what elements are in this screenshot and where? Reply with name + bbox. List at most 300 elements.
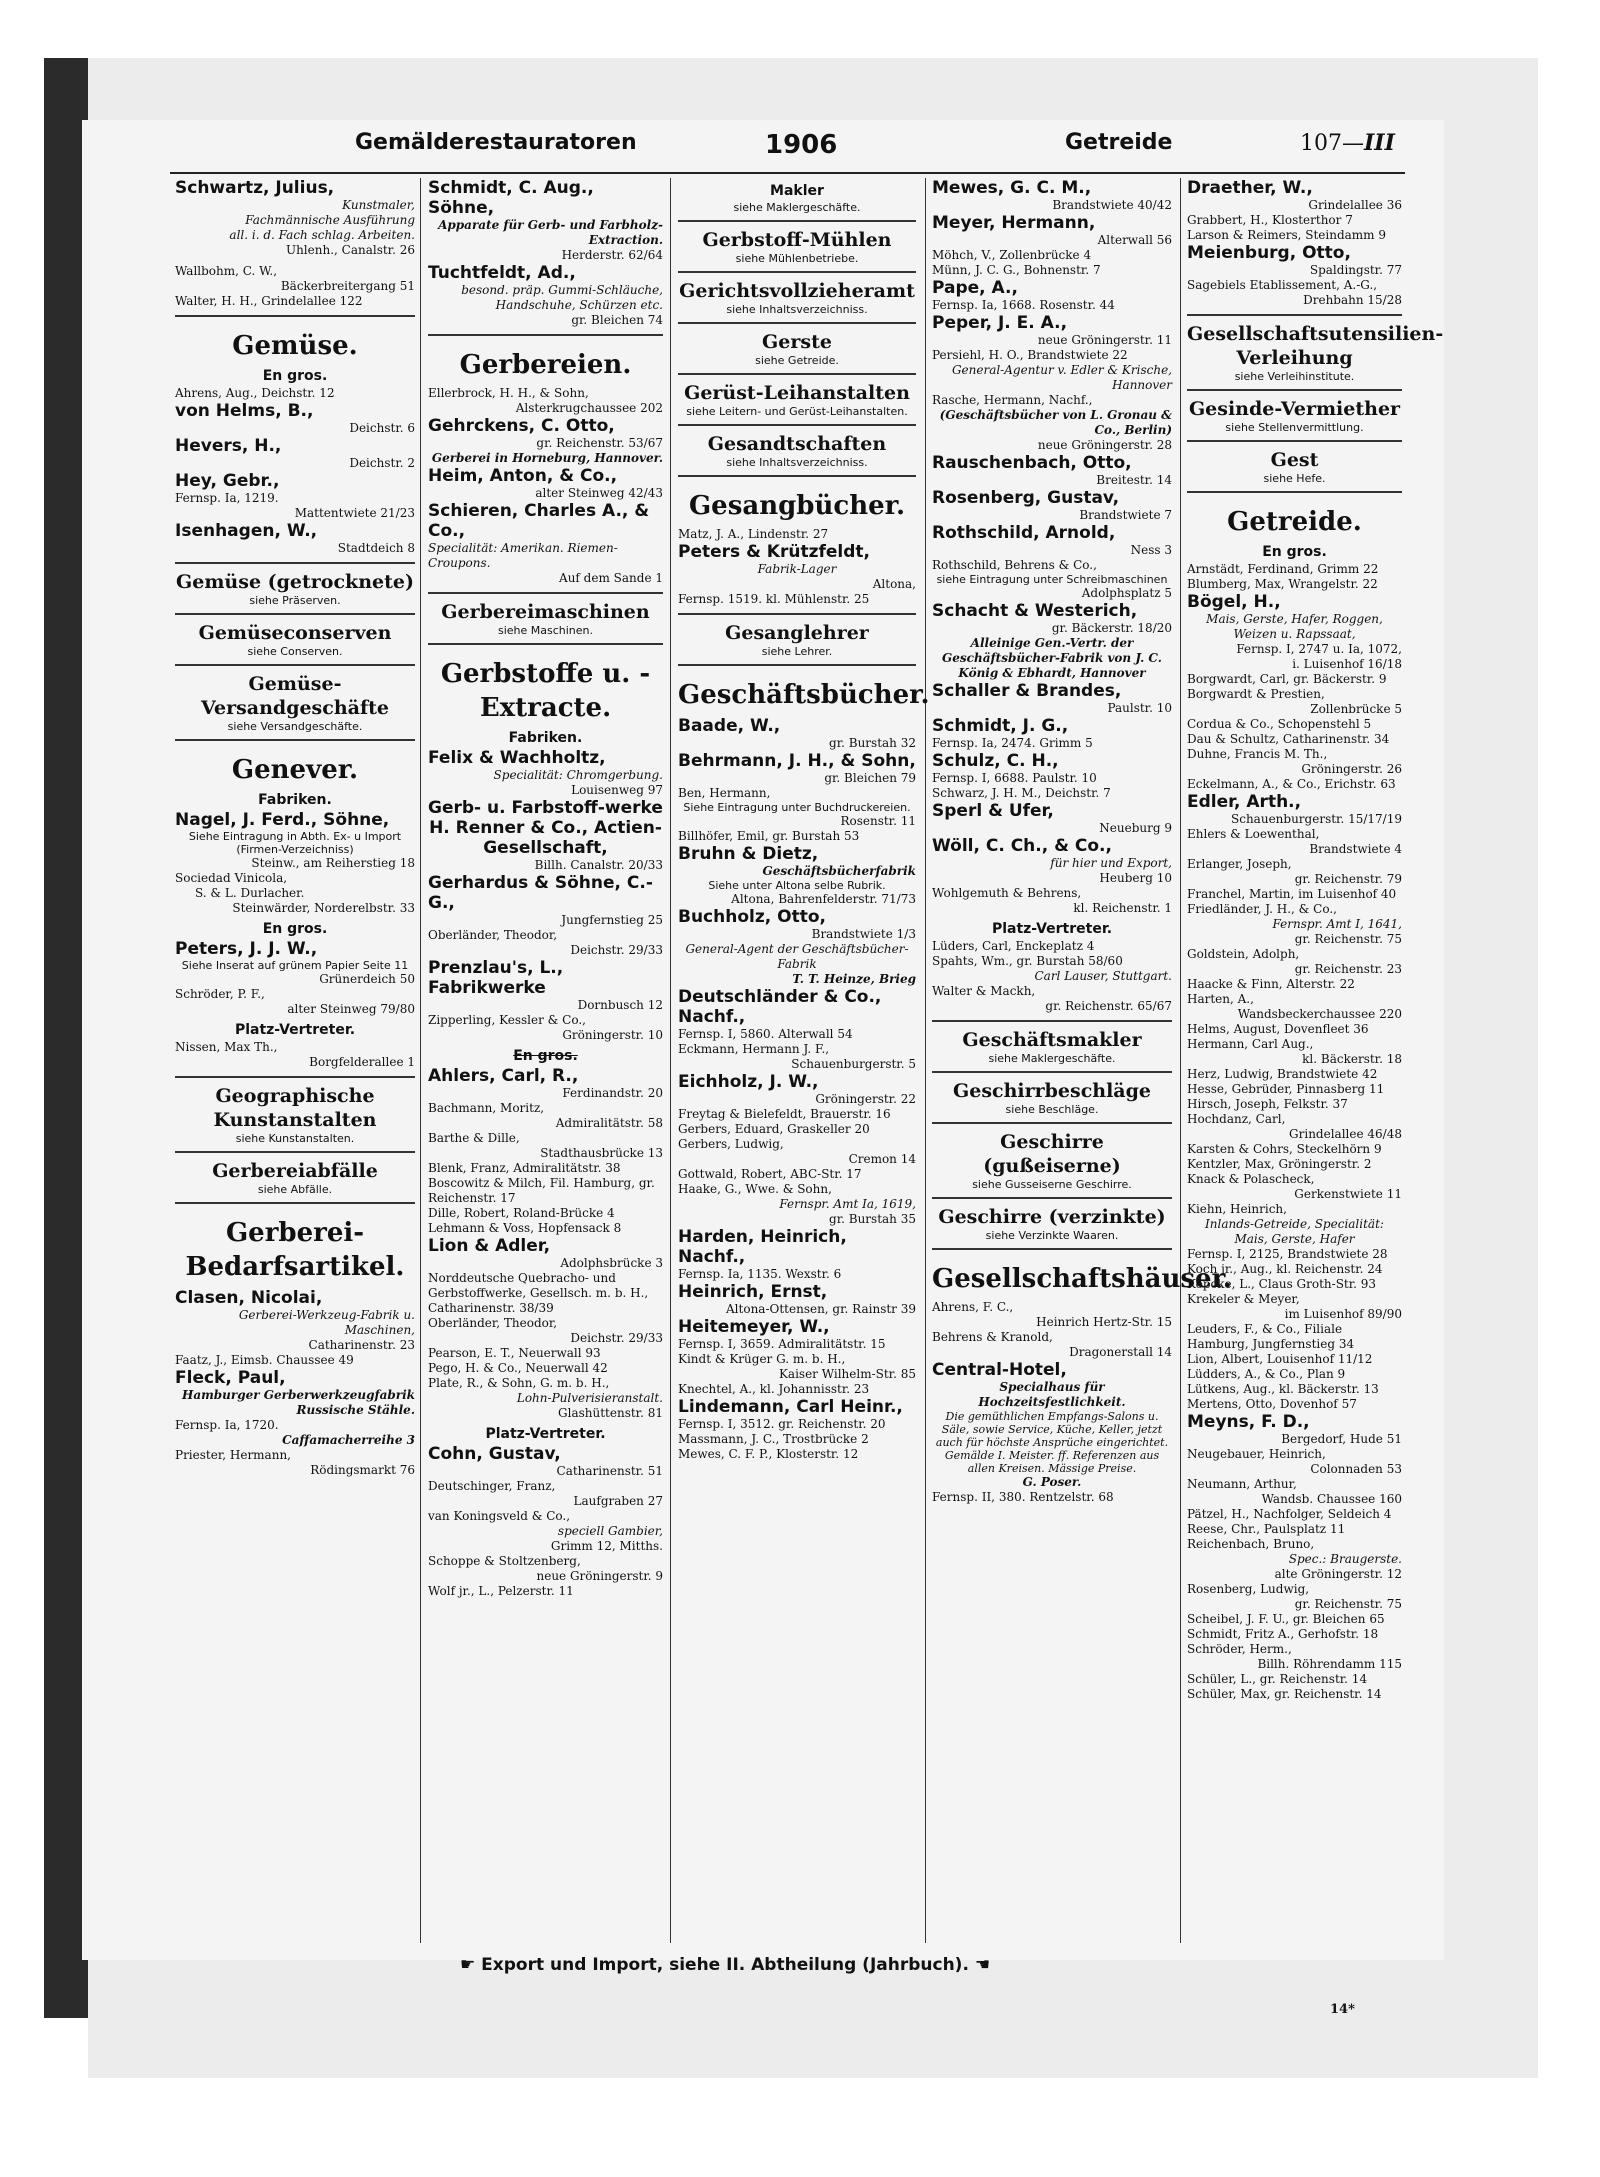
- entry-line: gr. Burstah 32: [829, 736, 916, 750]
- section-title: Gesangbücher.: [688, 491, 906, 521]
- entry-line: Arnstädt, Ferdinand, Grimm 22: [1187, 562, 1379, 576]
- entry-line: Schröder, Herm.,: [1187, 1642, 1292, 1656]
- entry-line: Priester, Hermann,: [175, 1448, 291, 1462]
- entry-name: Harden, Heinrich, Nachf.,: [678, 1227, 847, 1267]
- section-title: Geschirre (gußeiserne): [983, 1131, 1121, 1177]
- entry-line: Die gemüthlichen Empfangs-Salons u. Säle, sowie Service, Küche, Keller, jetzt auch für höchste Ansprüche eingerichtet. Gemälde I. Meister. ff. Referenzen aus allen Kreisen. Mässige Preise.: [935, 1410, 1169, 1475]
- entry-line: Siehe Inserat auf grünem Papier Seite 11: [181, 959, 409, 972]
- entry-line: Drehbahn 15/28: [1303, 293, 1402, 307]
- entry-line: Laufgraben 27: [573, 1494, 663, 1508]
- entry-line: Fernspr. Amt I, 1641,: [1272, 917, 1402, 931]
- section-title: Gerbereien.: [459, 350, 632, 380]
- section-rule: [1187, 491, 1402, 493]
- entry-line: Norddeutsche Quebracho- und Gerbstoffwerke, Gesellsch. m. b. H., Catharinenstr. 38/39: [428, 1271, 649, 1315]
- section-rule: [678, 664, 916, 666]
- header-page-number: [1300, 130, 1395, 156]
- entry-line: Heuberg 10: [1099, 871, 1172, 885]
- entry-name: Schacht & Westerich,: [932, 601, 1138, 621]
- entry-name: Lindemann, Carl Heinr.,: [678, 1397, 903, 1417]
- entry-line: Gröningerstr. 26: [1301, 762, 1402, 776]
- entry-line: Gröningerstr. 22: [815, 1092, 916, 1106]
- entry-name: Schmidt, J. G.,: [932, 716, 1069, 736]
- entry-line: Blenk, Franz, Admiralitätstr. 38: [428, 1161, 621, 1175]
- entry-line: Lehmann & Voss, Hopfensack 8: [428, 1221, 622, 1235]
- entry-name: Tuchtfeldt, Ad.,: [428, 263, 576, 283]
- entry-line: Deichstr. 6: [349, 421, 415, 435]
- entry-name: Schulz, C. H.,: [932, 751, 1059, 771]
- entry-name: Nagel, J. Ferd., Söhne,: [175, 810, 390, 830]
- page-number: 14*: [1330, 2002, 1355, 2017]
- entry-line: Wolf jr., L., Pelzerstr. 11: [428, 1584, 574, 1598]
- entry-name: Cohn, Gustav,: [428, 1444, 561, 1464]
- see-reference: siehe Kunstanstalten.: [235, 1132, 355, 1145]
- entry-line: Kentzler, Max, Gröningerstr. 2: [1187, 1157, 1372, 1171]
- entry-line: Alsterkrugchaussee 202: [515, 401, 663, 415]
- entry-line: Ellerbrock, H. H., & Sohn,: [428, 386, 589, 400]
- page-header: [355, 130, 1405, 170]
- entry-line: Rödingsmarkt 76: [310, 1463, 415, 1477]
- entry-line: Hesse, Gebrüder, Pinnasberg 11: [1187, 1082, 1385, 1096]
- section-rule: [678, 322, 916, 324]
- see-reference: siehe Lehrer.: [761, 645, 833, 658]
- see-reference: siehe Maschinen.: [497, 624, 594, 637]
- entry-line: Plate, R., & Sohn, G. m. b. H.,: [428, 1376, 610, 1390]
- section-title: Gesellschaftsutensilien-Verleihung: [1187, 323, 1444, 369]
- section-rule: [932, 1248, 1172, 1250]
- entry-line: Pearson, E. T., Neuerwall 93: [428, 1346, 601, 1360]
- entry-name: Edler, Arth.,: [1187, 792, 1302, 812]
- entry-line: Fernsp. I, 2747 u. Ia, 1072,: [1236, 642, 1402, 656]
- entry-line: Münn, J. C. G., Bohnenstr. 7: [932, 263, 1101, 277]
- directory-columns: [170, 178, 1444, 1943]
- entry-name: Eichholz, J. W.,: [678, 1072, 819, 1092]
- entry-line: Catharinenstr. 51: [556, 1464, 663, 1478]
- entry-line: Friedländer, J. H., & Co.,: [1187, 902, 1337, 916]
- section-rule: [175, 1076, 415, 1078]
- entry-line: Borgwardt & Prestien,: [1187, 687, 1325, 701]
- entry-line: Köpcke, L., Claus Groth-Str. 93: [1187, 1277, 1377, 1291]
- entry-line: Duhne, Francis M. Th.,: [1187, 747, 1328, 761]
- entry-line: Dau & Schultz, Catharinenstr. 34: [1187, 732, 1390, 746]
- entry-line: G. Poser.: [1022, 1475, 1082, 1489]
- section-title: Gerberei-Bedarfsartikel.: [185, 1218, 405, 1282]
- header-left-keyword: Gemälderestauratoren: [355, 130, 637, 155]
- entry-line: Fernsp. I, 6688. Paulstr. 10: [932, 771, 1097, 785]
- footer-note: [460, 1955, 990, 1975]
- see-reference: siehe Versandgeschäfte.: [227, 720, 363, 733]
- see-reference: siehe Stellenvermittlung.: [1225, 421, 1364, 434]
- entry-line: T. T. Heinze, Brieg: [792, 972, 916, 986]
- entry-line: gr. Reichenstr. 75: [1294, 932, 1402, 946]
- see-reference: siehe Leitern- und Gerüst-Leihanstalten.: [686, 405, 908, 418]
- entry-line: Rothschild, Behrens & Co.,: [932, 558, 1097, 572]
- entry-name: Hey, Gebr.,: [175, 471, 280, 491]
- entry-name: Meyer, Hermann,: [932, 213, 1096, 233]
- entry-name: Gerhardus & Söhne, C.-G.,: [428, 873, 653, 913]
- section-rule: [175, 664, 415, 666]
- column-1: [175, 178, 415, 1943]
- entry-line: Fernspr. Amt Ia, 1619,: [779, 1197, 916, 1211]
- entry-line: Herz, Ludwig, Brandstwiete 42: [1187, 1067, 1378, 1081]
- entry-name: Mewes, G. C. M.,: [932, 178, 1092, 198]
- entry-name: Rothschild, Arnold,: [932, 523, 1116, 543]
- entry-name: Fleck, Paul,: [175, 1368, 286, 1388]
- entry-line: Siehe Eintragung in Abth. Ex- u Import (Firmen-Verzeichniss): [188, 830, 402, 856]
- entry-name: Prenzlau's, L., Fabrikwerke: [428, 958, 564, 998]
- entry-line: Mertens, Otto, Dovenhof 57: [1187, 1397, 1357, 1411]
- entry-line: Adolphsplatz 5: [1081, 586, 1172, 600]
- section-title: Gerste: [762, 331, 832, 353]
- entry-line: alter Steinweg 79/80: [287, 1002, 415, 1016]
- entry-line: Auf dem Sande 1: [559, 571, 663, 585]
- entry-line: Altona,: [872, 577, 916, 591]
- section-title: Getreide.: [1227, 507, 1362, 537]
- entry-line: Pego, H. & Co., Neuerwall 42: [428, 1361, 608, 1375]
- entry-line: Lion, Albert, Louisenhof 11/12: [1187, 1352, 1373, 1366]
- entry-line: Ferdinandstr. 20: [562, 1086, 663, 1100]
- see-reference: siehe Verleihinstitute.: [1234, 370, 1355, 383]
- entry-line: Fernsp. Ia, 2474. Grimm 5: [932, 736, 1093, 750]
- entry-line: Lüdders, A., & Co., Plan 9: [1187, 1367, 1346, 1381]
- entry-line: Walter & Mackh,: [932, 984, 1036, 998]
- entry-line: Oberländer, Theodor,: [428, 1316, 558, 1330]
- entry-line: Caffamacherreihe 3: [282, 1433, 415, 1447]
- entry-line: Mattentwiete 21/23: [294, 506, 415, 520]
- entry-line: Uhlenh., Canalstr. 26: [285, 243, 415, 257]
- see-reference: siehe Gusseiserne Geschirre.: [972, 1178, 1132, 1191]
- entry-line: Knechtel, A., kl. Johannisstr. 23: [678, 1382, 870, 1396]
- entry-line: Rosenberg, Ludwig,: [1187, 1582, 1310, 1596]
- entry-line: Pätzel, H., Nachfolger, Seldeich 4: [1187, 1507, 1392, 1521]
- entry-line: Gerbers, Ludwig,: [678, 1137, 784, 1151]
- entry-line: Fernsp. Ia, 1135. Wexstr. 6: [678, 1267, 842, 1281]
- entry-line: Dragonerstall 14: [1069, 1345, 1172, 1359]
- section-subhead: Fabriken.: [508, 730, 583, 746]
- header-rule: [170, 172, 1405, 174]
- entry-line: Zipperling, Kessler & Co.,: [428, 1013, 586, 1027]
- entry-name: Central-Hotel,: [932, 1360, 1067, 1380]
- section-title: Genever.: [231, 755, 359, 785]
- entry-line: Nissen, Max Th.,: [175, 1040, 278, 1054]
- entry-line: Spahts, Wm., gr. Burstah 58/60: [932, 954, 1123, 968]
- entry-line: Apparate für Gerb- und Farbholz-Extraction.: [438, 218, 663, 247]
- entry-line: Alleinige Gen.-Vertr. der Geschäftsbücher-Fabrik von J. C. König & Ebhardt, Hannover: [942, 636, 1162, 680]
- section-rule: [175, 315, 415, 317]
- entry-line: Altona, Bahrenfelderstr. 71/73: [731, 892, 916, 906]
- section-title: Gerbereiabfälle: [212, 1160, 378, 1182]
- entry-name: Meienburg, Otto,: [1187, 243, 1351, 263]
- entry-line: Borgfelderallee 1: [309, 1055, 415, 1069]
- see-reference: siehe Getreide.: [755, 354, 839, 367]
- section-title: Gemüse (getrocknete): [176, 571, 414, 593]
- see-reference: siehe Maklergeschäfte.: [733, 201, 861, 214]
- section-title: Gerbstoffe u. -Extracte.: [440, 659, 651, 723]
- section-rule: [1187, 314, 1402, 316]
- entry-line: alte Gröningerstr. 12: [1274, 1567, 1402, 1581]
- section-title: Gesanglehrer: [725, 622, 869, 644]
- entry-name: Hevers, H.,: [175, 436, 282, 456]
- entry-line: gr. Bleichen 79: [824, 771, 916, 785]
- entry-name: Rauschenbach, Otto,: [932, 453, 1132, 473]
- entry-name: Schwartz, Julius,: [175, 178, 335, 198]
- section-rule: [175, 1202, 415, 1204]
- entry-line: Grindelallee 36: [1308, 198, 1402, 212]
- entry-line: Eckmann, Hermann J. F.,: [678, 1042, 830, 1056]
- entry-name: Rosenberg, Gustav,: [932, 488, 1120, 508]
- entry-line: im Luisenhof 89/90: [1284, 1307, 1402, 1321]
- section-rule: [678, 373, 916, 375]
- entry-line: Hamburger Gerberwerkzeugfabrik: [181, 1388, 415, 1402]
- entry-line: Wandsbeckerchaussee 220: [1237, 1007, 1402, 1021]
- see-reference: siehe Verzinkte Waaren.: [985, 1229, 1119, 1242]
- section-rule: [428, 334, 663, 336]
- entry-line: Specialität: Amerikan. Riemen-Croupons.: [428, 541, 618, 570]
- entry-line: Rasche, Hermann, Nachf.,: [932, 393, 1093, 407]
- entry-line: Russische Stähle.: [296, 1403, 415, 1417]
- entry-line: General-Agent der Geschäftsbücher-Fabrik: [685, 942, 909, 971]
- entry-line: Karsten & Cohrs, Steckelhörn 9: [1187, 1142, 1382, 1156]
- entry-line: Mewes, C. F. P., Klosterstr. 12: [678, 1447, 859, 1461]
- entry-line: Brandstwiete 4: [1309, 842, 1402, 856]
- entry-line: Ben, Hermann,: [678, 786, 771, 800]
- entry-line: Reichenbach, Bruno,: [1187, 1537, 1315, 1551]
- header-right-keyword: Getreide: [1065, 130, 1173, 155]
- see-reference: siehe Hefe.: [1263, 472, 1326, 485]
- entry-line: gr. Bleichen 74: [571, 313, 663, 327]
- entry-line: Reese, Chr., Paulsplatz 11: [1187, 1522, 1346, 1536]
- entry-name: Bögel, H.,: [1187, 592, 1281, 612]
- entry-line: Specialität: Chromgerbung.: [493, 768, 663, 782]
- entry-line: Fernsp. II, 380. Rentzelstr. 68: [932, 1490, 1114, 1504]
- section-rule: [678, 271, 916, 273]
- entry-line: Harten, A.,: [1187, 992, 1254, 1006]
- see-reference: siehe Inhaltsverzeichniss.: [726, 456, 868, 469]
- entry-name: Isenhagen, W.,: [175, 521, 318, 541]
- entry-line: kl. Bäckerstr. 18: [1302, 1052, 1402, 1066]
- entry-line: Paulstr. 10: [1107, 701, 1172, 715]
- section-title: Gest: [1270, 449, 1319, 471]
- entry-line: Fernsp. Ia, 1668. Rosenstr. 44: [932, 298, 1115, 312]
- entry-line: Fernsp. 1519. kl. Mühlenstr. 25: [678, 592, 870, 606]
- entry-line: Fachmännische Ausführung: [245, 213, 415, 227]
- section-rule: [932, 1071, 1172, 1073]
- entry-line: Gerkenstwiete 11: [1294, 1187, 1402, 1201]
- entry-name: Felix & Wachholtz,: [428, 748, 606, 768]
- column-2: [428, 178, 663, 1943]
- section-subhead: Platz-Vertreter.: [485, 1426, 606, 1442]
- section-title: Gemüseconserven: [198, 622, 392, 644]
- entry-line: Schoppe & Stoltzenberg,: [428, 1554, 581, 1568]
- see-reference: siehe Maklergeschäfte.: [988, 1052, 1116, 1065]
- entry-line: Grimm 12, Mitths.: [550, 1539, 663, 1553]
- entry-line: Bergedorf, Hude 51: [1281, 1432, 1402, 1446]
- entry-line: Siehe unter Altona selbe Rubrik.: [708, 879, 886, 892]
- section-rule: [428, 643, 663, 645]
- entry-line: Admiralitätstr. 58: [555, 1116, 663, 1130]
- entry-line: Colonnaden 53: [1310, 1462, 1402, 1476]
- entry-name: Peper, J. E. A.,: [932, 313, 1068, 333]
- entry-line: Fabrik-Lager: [757, 562, 837, 576]
- entry-line: Neueburg 9: [1099, 821, 1172, 835]
- entry-line: Knack & Polascheck,: [1187, 1172, 1315, 1186]
- entry-line: Cremon 14: [848, 1152, 916, 1166]
- entry-line: Grabbert, H., Klosterthor 7: [1187, 213, 1353, 227]
- entry-line: besond. präp. Gummi-Schläuche, Handschuhe, Schürzen etc.: [461, 283, 663, 312]
- entry-line: Lohn-Pulverisieranstalt.: [516, 1391, 663, 1405]
- page-suffix: III: [1364, 130, 1395, 156]
- entry-line: Lüders, Carl, Enckeplatz 4: [932, 939, 1095, 953]
- entry-name: Meyns, F. D.,: [1187, 1412, 1310, 1432]
- entry-line: Walter, H. H., Grindelallee 122: [175, 294, 363, 308]
- section-subhead: Fabriken.: [258, 792, 332, 808]
- section-title: Geschäftsmakler: [962, 1029, 1142, 1051]
- entry-line: Fernsp. I, 3659. Admiralitätstr. 15: [678, 1337, 886, 1351]
- entry-line: Behrens & Kranold,: [932, 1330, 1053, 1344]
- entry-line: siehe Eintragung unter Schreibmaschinen: [936, 573, 1168, 586]
- entry-name: Draether, W.,: [1187, 178, 1313, 198]
- entry-name: Clasen, Nicolai,: [175, 1288, 323, 1308]
- entry-name: Heitemeyer, W.,: [678, 1317, 830, 1337]
- entry-line: Barthe & Dille,: [428, 1131, 520, 1145]
- entry-line: Louisenweg 97: [571, 783, 663, 797]
- entry-line: Faatz, J., Eimsb. Chaussee 49: [175, 1353, 354, 1367]
- see-reference: siehe Präserven.: [249, 594, 341, 607]
- section-rule: [175, 739, 415, 741]
- entry-line: Ahrens, Aug., Deichstr. 12: [175, 386, 335, 400]
- entry-line: Borgwardt, Carl, gr. Bäckerstr. 9: [1187, 672, 1387, 686]
- entry-line: Gerberei-Werkzeug-Fabrik u. Maschinen,: [238, 1308, 415, 1337]
- entry-line: Kunstmaler,: [342, 198, 415, 212]
- entry-name: Bruhn & Dietz,: [678, 844, 819, 864]
- entry-line: Wallbohm, C. W.,: [175, 264, 278, 278]
- section-rule: [175, 562, 415, 564]
- entry-line: Ness 3: [1130, 543, 1172, 557]
- entry-name: Wöll, C. Ch., & Co.,: [932, 836, 1112, 856]
- entry-name: Gehrckens, C. Otto,: [428, 416, 615, 436]
- entry-line: Neugebauer, Heinrich,: [1187, 1447, 1326, 1461]
- entry-name: Heinrich, Ernst,: [678, 1282, 828, 1302]
- section-title: Gerbstoff-Mühlen: [702, 229, 892, 251]
- section-rule: [678, 613, 916, 615]
- entry-line: Kindt & Krüger G. m. b. H.,: [678, 1352, 846, 1366]
- header-year: 1906: [765, 130, 838, 160]
- entry-line: Hochdanz, Carl,: [1187, 1112, 1286, 1126]
- entry-line: Jungfernstieg 25: [561, 913, 663, 927]
- entry-line: Eckelmann, A., & Co., Erichstr. 63: [1187, 777, 1396, 791]
- entry-line: S. & L. Durlacher.: [195, 886, 305, 900]
- entry-line: für hier und Export,: [1050, 856, 1172, 870]
- entry-line: Helms, August, Dovenfleet 36: [1187, 1022, 1369, 1036]
- see-reference: siehe Beschläge.: [1005, 1103, 1099, 1116]
- section-title: Gerbereimaschinen: [441, 601, 650, 623]
- entry-line: Oberländer, Theodor,: [428, 928, 558, 942]
- entry-line: Boscowitz & Milch, Fil. Hamburg, gr. Reichenstr. 17: [428, 1176, 655, 1205]
- entry-line: Lütkens, Aug., kl. Bäckerstr. 13: [1187, 1382, 1379, 1396]
- entry-line: General-Agentur v. Edler & Krische, Hannover: [951, 363, 1172, 392]
- entry-line: Schwarz, J. H. M., Deichstr. 7: [932, 786, 1111, 800]
- entry-line: Massmann, J. C., Trostbrücke 2: [678, 1432, 869, 1446]
- entry-line: Fernsp. I, 5860. Alterwall 54: [678, 1027, 853, 1041]
- entry-line: Billhöfer, Emil, gr. Burstah 53: [678, 829, 860, 843]
- entry-line: Adolphsbrücke 3: [560, 1256, 663, 1270]
- entry-line: gr. Reichenstr. 53/67: [536, 436, 663, 450]
- entry-line: Spaldingstr. 77: [1309, 263, 1402, 277]
- entry-line: Fernsp. Ia, 1219.: [175, 491, 279, 505]
- entry-line: Koch jr., Aug., kl. Reichenstr. 24: [1187, 1262, 1383, 1276]
- entry-line: Brandstwiete 1/3: [811, 927, 916, 941]
- entry-line: Ahrens, F. C.,: [932, 1300, 1014, 1314]
- see-reference: siehe Abfälle.: [257, 1183, 333, 1196]
- entry-line: Fernsp. Ia, 1720.: [175, 1418, 279, 1432]
- section-rule: [428, 592, 663, 594]
- entry-line: Schüler, L., gr. Reichenstr. 14: [1187, 1672, 1368, 1686]
- entry-line: Steinwärder, Norderelbstr. 33: [232, 901, 415, 915]
- section-title: Gemüse-Versandgeschäfte: [200, 673, 389, 719]
- section-subhead: En gros.: [262, 368, 328, 384]
- section-rule: [932, 1020, 1172, 1022]
- entry-line: Siehe Eintragung unter Buchdruckereien.: [683, 801, 911, 814]
- entry-line: Herderstr. 62/64: [561, 248, 663, 262]
- entry-line: Brandstwiete 7: [1079, 508, 1172, 522]
- see-reference: siehe Conserven.: [247, 645, 343, 658]
- entry-line: Mais, Gerste, Hafer, Roggen, Weizen u. Rapssaat,: [1206, 612, 1383, 641]
- entry-name: Peters, J. J. W.,: [175, 939, 318, 959]
- entry-line: Sociedad Vinicola,: [175, 871, 288, 885]
- entry-line: Wohlgemuth & Behrens,: [932, 886, 1082, 900]
- entry-line: Catharinenstr. 23: [308, 1338, 415, 1352]
- entry-line: Kaiser Wilhelm-Str. 85: [778, 1367, 916, 1381]
- entry-line: Steinw., am Reiherstieg 18: [251, 856, 415, 870]
- entry-line: gr. Burstah 35: [829, 1212, 916, 1226]
- entry-line: all. i. d. Fach schlag. Arbeiten.: [229, 228, 415, 242]
- entry-line: Haake, G., Wwe. & Sohn,: [678, 1182, 832, 1196]
- entry-line: Altona-Ottensen, gr. Rainstr 39: [726, 1302, 916, 1316]
- entry-line: Brandstwiete 40/42: [1052, 198, 1172, 212]
- section-title: Gemüse.: [232, 331, 358, 361]
- entry-line: (Geschäftsbücher von L. Gronau & Co., Berlin): [939, 408, 1172, 437]
- column-3: [678, 178, 930, 1943]
- section-rule: [678, 475, 916, 477]
- entry-line: Leuders, F., & Co., Filiale Hamburg, Jungfernstieg 34: [1187, 1322, 1355, 1351]
- entry-line: Geschäftsbücherfabrik: [762, 864, 916, 878]
- section-rule: [932, 1122, 1172, 1124]
- section-title: Gesinde-Vermiether: [1188, 398, 1401, 420]
- entry-name: Pape, A.,: [932, 278, 1018, 298]
- entry-line: Bäckerbreitergang 51: [280, 279, 415, 293]
- entry-line: gr. Reichenstr. 75: [1294, 1597, 1402, 1611]
- entry-line: Deutschinger, Franz,: [428, 1479, 556, 1493]
- entry-line: Spec.: Braugerste.: [1288, 1552, 1402, 1566]
- entry-line: neue Gröningerstr. 9: [536, 1569, 663, 1583]
- entry-line: Stadthausbrücke 13: [540, 1146, 663, 1160]
- entry-line: Glashüttenstr. 81: [558, 1406, 663, 1420]
- entry-line: Rosenstr. 11: [840, 814, 916, 828]
- entry-line: alter Steinweg 42/43: [535, 486, 663, 500]
- entry-name: von Helms, B.,: [175, 401, 314, 421]
- entry-line: Schauenburgerstr. 15/17/19: [1231, 812, 1402, 826]
- entry-name: H. Renner & Co., Actien-Gesellschaft,: [429, 818, 662, 858]
- entry-line: speciell Gambier,: [557, 1524, 663, 1538]
- pointing-hand-icon: ☛: [460, 1955, 482, 1975]
- section-title: Geschäftsbücher.: [678, 680, 930, 710]
- entry-line: Matz, J. A., Lindenstr. 27: [678, 527, 829, 541]
- entry-name: Behrmann, J. H., & Sohn,: [678, 751, 916, 771]
- entry-line: neue Gröningerstr. 11: [1037, 333, 1172, 347]
- entry-line: Wandsb. Chaussee 160: [1261, 1492, 1402, 1506]
- entry-line: Gottwald, Robert, ABC-Str. 17: [678, 1167, 862, 1181]
- entry-line: Hermann, Carl Aug.,: [1187, 1037, 1314, 1051]
- see-reference: siehe Inhaltsverzeichniss.: [726, 303, 868, 316]
